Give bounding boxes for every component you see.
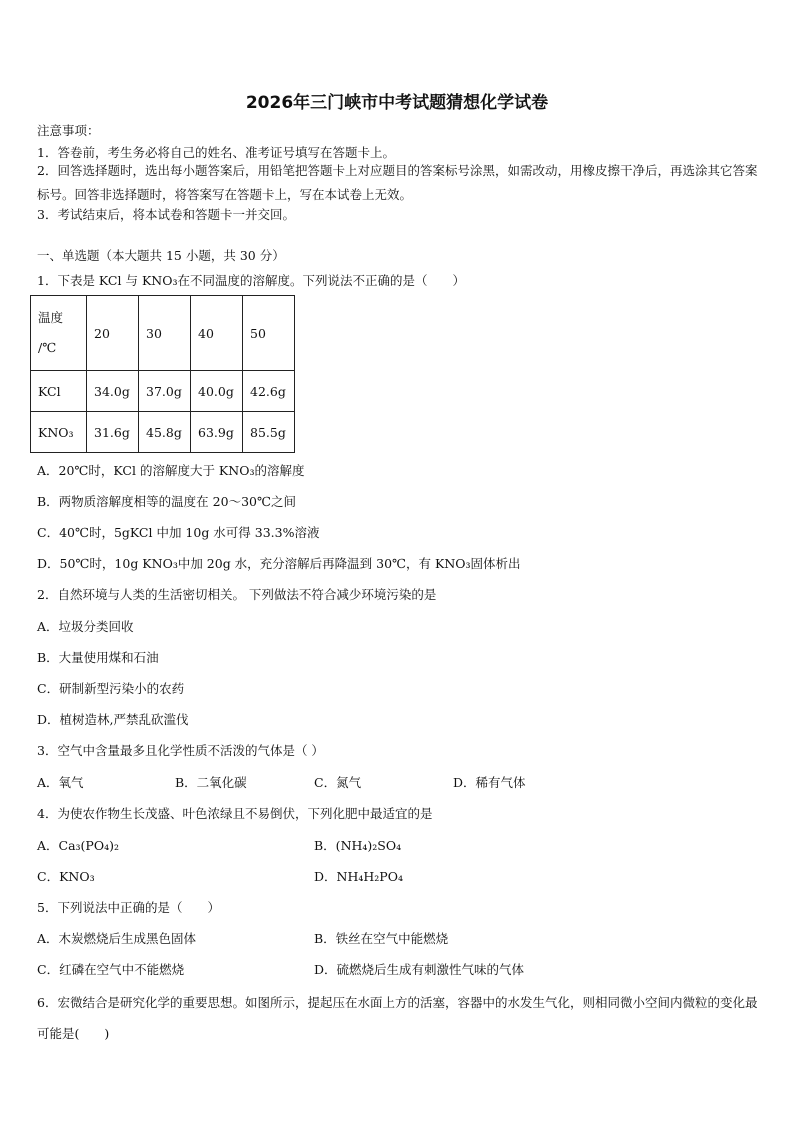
table-cell: 63.9g (191, 412, 243, 453)
question-4-option-d: D．NH₄H₂PO₄ (314, 869, 403, 884)
table-row-label: KNO₃ (31, 412, 87, 453)
question-1-stem: 1．下表是 KCl 与 KNO₃在不同温度的溶解度。下列说法不正确的是（ ） (37, 273, 465, 288)
table-header-cell: 20 (87, 296, 139, 371)
question-4-stem: 4．为使农作物生长茂盛、叶色浓绿且不易倒伏，下列化肥中最适宜的是 (37, 806, 433, 821)
notice-item: 3．考试结束后，将本试卷和答题卡一并交回。 (37, 207, 295, 222)
question-1-option-b: B．两物质溶解度相等的温度在 20～30℃之间 (37, 494, 296, 509)
table-header-temperature: 温度 /℃ (31, 296, 87, 371)
question-2-option-c: C．研制新型污染小的农药 (37, 681, 185, 696)
question-2-option-a: A．垃圾分类回收 (37, 619, 134, 634)
question-5-option-a: A．木炭燃烧后生成黑色固体 (37, 931, 197, 946)
question-1-option-c: C．40℃时，5gKCl 中加 10g 水可得 33.3%溶液 (37, 525, 320, 540)
question-1-option-a: A．20℃时，KCl 的溶解度大于 KNO₃的溶解度 (37, 463, 305, 478)
table-row (31, 371, 295, 412)
question-4-option-b: B．(NH₄)₂SO₄ (314, 838, 402, 853)
notice-item: 1．答卷前，考生务必将自己的姓名、准考证号填写在答题卡上。 (37, 145, 395, 160)
question-4-option-c: C．KNO₃ (37, 869, 95, 884)
table-cell: 37.0g (139, 371, 191, 412)
question-3-stem: 3．空气中含量最多且化学性质不活泼的气体是（ ） (37, 743, 324, 758)
table-cell: 85.5g (243, 412, 295, 453)
table-cell: 40.0g (191, 371, 243, 412)
notice-heading: 注意事项： (37, 123, 100, 138)
question-5-option-d: D．硫燃烧后生成有刺激性气味的气体 (314, 962, 525, 977)
page-title: 2026年三门峡市中考试题猜想化学试卷 (245, 93, 549, 113)
section-heading: 一、单选题（本大题共 15 小题，共 30 分） (37, 248, 285, 263)
table-cell: 34.0g (87, 371, 139, 412)
question-1-option-d: D．50℃时，10g KNO₃中加 20g 水，充分溶解后再降温到 30℃，有 KNO₃固体析出 (37, 556, 521, 571)
question-4-option-a: A．Ca₃(PO₄)₂ (37, 838, 119, 853)
table-row (31, 412, 295, 453)
question-3-option-d: D．稀有气体 (453, 775, 526, 790)
table-cell: 45.8g (139, 412, 191, 453)
question-5-option-b: B．铁丝在空气中能燃烧 (314, 931, 449, 946)
table-header-cell: 30 (139, 296, 191, 371)
solubility-table (30, 295, 295, 453)
question-5-option-c: C．红磷在空气中不能燃烧 (37, 962, 185, 977)
question-3-option-a: A．氧气 (37, 775, 84, 790)
question-2-option-b: B．大量使用煤和石油 (37, 650, 159, 665)
notice-item: 2．回答选择题时，选出每小题答案后，用铅笔把答题卡上对应题目的答案标号涂黑，如需改动，用橡皮擦干净后，再选涂其它答案标号。回答非选择题时，将答案写在答题卡上，写在本试卷上无效。 (37, 163, 758, 202)
question-3-option-c: C．氮气 (314, 775, 362, 790)
question-3-option-b: B．二氧化碳 (175, 775, 247, 790)
table-header-cell: 50 (243, 296, 295, 371)
table-row-label: KCl (31, 371, 87, 412)
table-header-cell: 40 (191, 296, 243, 371)
question-2-option-d: D．植树造林,严禁乱砍滥伐 (37, 712, 189, 727)
table-cell: 42.6g (243, 371, 295, 412)
question-6-stem: 6．宏微结合是研究化学的重要思想。如图所示，提起压在水面上方的活塞，容器中的水发生气化，则相同微小空间内微粒的变化最可能是( ) (37, 995, 758, 1041)
question-2-stem: 2．自然环境与人类的生活密切相关。 下列做法不符合减少环境污染的是 (37, 587, 437, 602)
question-5-stem: 5．下列说法中正确的是（ ） (37, 900, 220, 915)
table-cell: 31.6g (87, 412, 139, 453)
